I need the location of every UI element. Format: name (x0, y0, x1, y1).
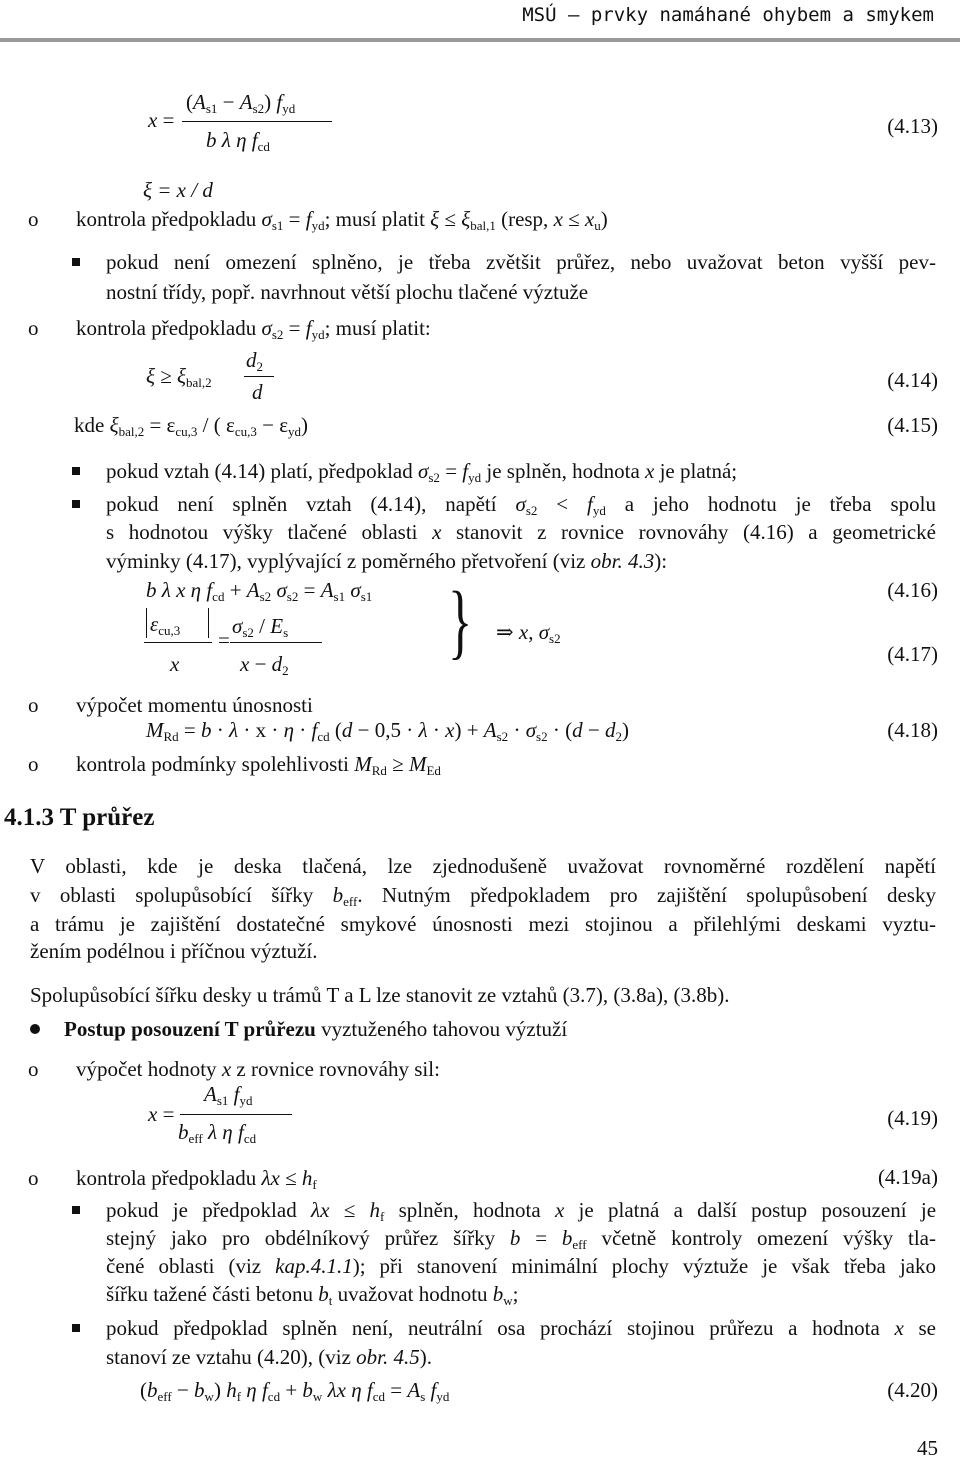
square-bullet-icon (72, 500, 80, 508)
section-heading: 4.1.3 T průřez (4, 804, 155, 831)
equation-number: (4.13) (887, 114, 938, 138)
t-section-procedure-heading: Postup posouzení T průřezu vyztuženého tahovou výztuží (64, 1017, 568, 1041)
square-bullet-icon (72, 467, 80, 475)
moment-capacity-item: výpočet momentu únosnosti (76, 693, 313, 717)
circle-bullet-icon: o (28, 693, 39, 717)
paragraph-valid-t-section: pokud je předpoklad $\lambda x \le h_f$ splněn, hodnota x je platná a další postup posouzení je (106, 1198, 937, 1224)
check-sigma-s2: kontrola předpokladu $\sigma_{s2} = f_{yd}$; musí platit: (76, 316, 431, 342)
circle-bullet-icon: o (28, 1166, 39, 1190)
circle-bullet-icon: o (28, 752, 39, 776)
paragraph-effective-width: V oblasti, kde je deska tlačená, lze zjednodušeně uvažovat rovnoměrné rozdělení napětí (30, 854, 936, 878)
check-lambda-x: kontrola předpokladu $\lambda x \le h_f$ (76, 1166, 317, 1192)
running-header: MSÚ – prvky namáhané ohybem a smykem (522, 4, 934, 26)
circle-bullet-icon: o (28, 207, 39, 231)
check-sigma-s1: kontrola předpokladu $\sigma_{s1} = f_{yd}$; musí platit $\xi \le \xi_{bal,1}$ (resp, $x \le x_u$) (76, 207, 608, 233)
paragraph-valid-x: pokud vztah (4.14) platí, předpoklad $\sigma_{s2} = f_{yd}$ je splněn, hodnota x je platná; (106, 459, 738, 485)
xi-definition: ξ = x / d (143, 178, 213, 202)
square-bullet-icon (72, 1206, 80, 1214)
compute-x-item: výpočet hodnoty x z rovnice rovnováhy sil: (76, 1057, 440, 1081)
round-bullet-icon (30, 1024, 40, 1034)
equation-number-4-19a: (4.19a) (877, 1165, 938, 1189)
square-bullet-icon (72, 1324, 80, 1332)
circle-bullet-icon: o (28, 316, 39, 340)
circle-bullet-icon: o (28, 1057, 39, 1081)
paragraph-enlarge-section: pokud není omezení splněno, je třeba zvětšit průřez, nebo uvažovat beton vyšší pev- (106, 250, 936, 274)
paragraph-not-satisfied: pokud není splněn vztah (4.14), napětí $\sigma_{s2} < f_{yd}$ a jeho hodnotu je třeba spolu (106, 492, 937, 518)
page-number: 45 (917, 1436, 938, 1460)
paragraph-neutral-axis-web: pokud předpoklad splněn není, neutrální osa prochází stojinou průřezu a hodnota x se (106, 1316, 936, 1340)
paragraph-enlarge-section-cont: nostní třídy, popř. navrhnout větší plochu tlačené výztuže (106, 280, 589, 304)
reliability-check-item: kontrola podmínky spolehlivosti $M_{Rd} \ge M_{Ed}$ (76, 752, 441, 778)
header-rule (0, 38, 960, 42)
square-bullet-icon (72, 258, 80, 266)
paragraph-effective-width-refs: Spolupůsobící šířku desky u trámů T a L lze stanovit ze vztahů (3.7), (3.8a), (3.8b). (30, 983, 730, 1007)
